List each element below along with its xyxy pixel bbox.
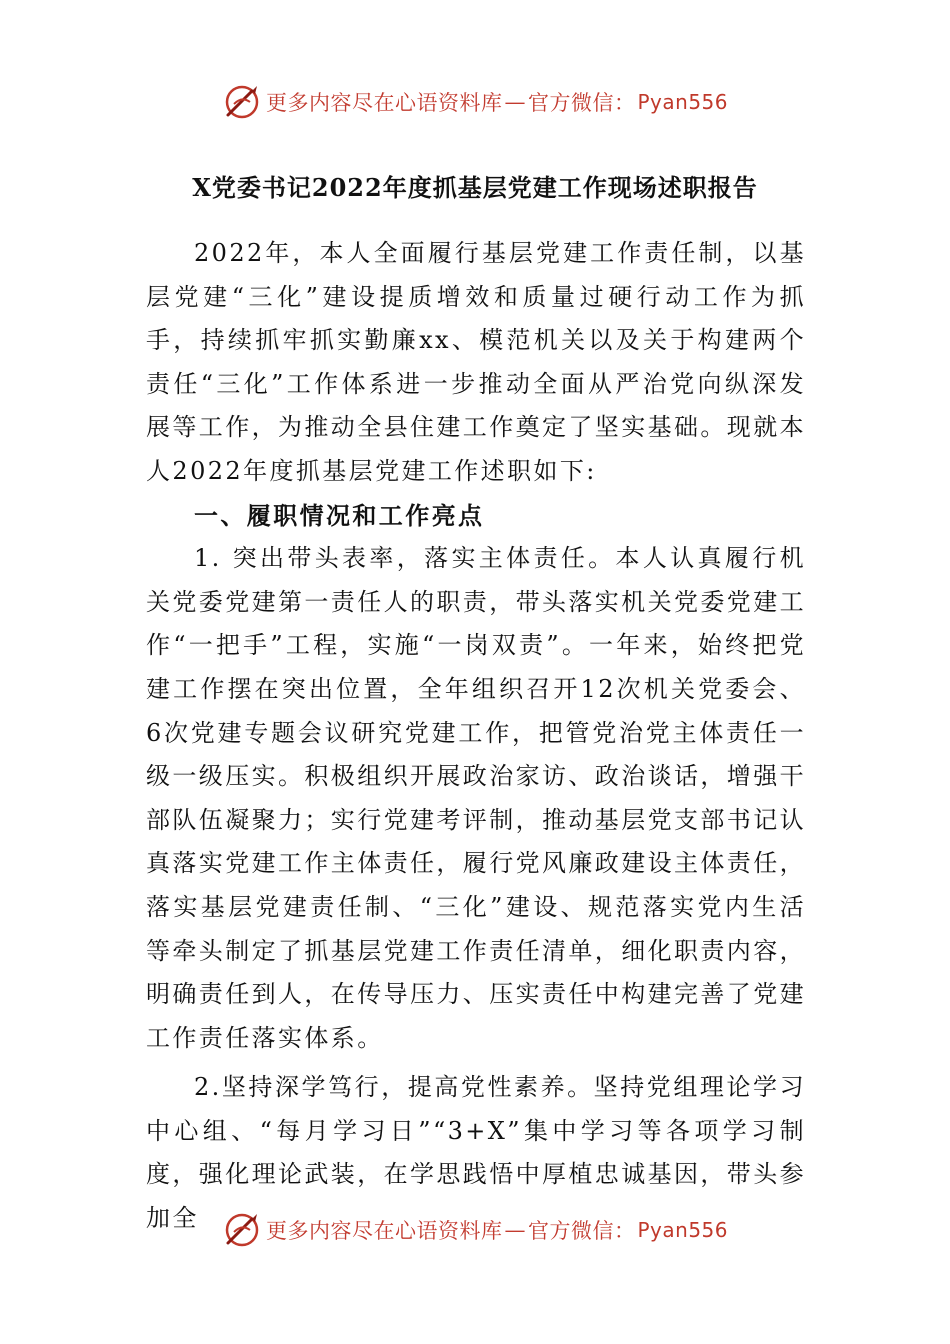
paragraph-intro: 2022年，本人全面履行基层党建工作责任制，以基层党建“三化”建设提质增效和质量过硬行动工作为抓手，持续抓牢抓实勤廉xx、模范机关以及关于构建两个责任“三化”工作体系进一步推动全面从严治党向纵深发展等工作，为推动全县住建工作奠定了坚实基础。现就本人2022年度抓基层党建工作述职如下: xyxy=(146,239,806,485)
paragraph-item-1: 1. 突出带头表率，落实主体责任。本人认真履行机关党委党建第一责任人的职责，带头落实机关党委党建工作“一把手”工程，实施“一岗双责”。一年来，始终把党建工作摆在突出位置，全年组织召开12次机关党委会、6次党建专题会议研究党建工作，把管党治党主体责任一级一级压实。积极组织开展政治家访、政治谈话，增强干部队伍凝聚力；实行党建考评制，推动基层党支部书记认真落实党建工作主体责任，履行党风廉政建设主体责任，落实基层党建责任制、“三化”建设、规范落实党内生活等牵头制定了抓基层党建工作责任清单，细化职责内容，明确责任到人，在传导压力、压实责任中构建完善了党建工作责任落实体系。 xyxy=(146,544,806,1052)
watermark-dash: — xyxy=(504,1218,526,1242)
watermark-wechat-id: Pyan556 xyxy=(637,90,728,114)
paragraph-item-2: 2.坚持深学笃行，提高党性素养。坚持党组理论学习中心组、“每月学习日”“3+X”集中学习等各项学习制度，强化理论武装，在学思践悟中厚植忠诚基因，带头参加全 xyxy=(146,1073,806,1233)
watermark-banner-bottom xyxy=(0,1210,950,1250)
section-heading: 一、履职情况和工作亮点 xyxy=(194,500,485,530)
watermark-site-text: 更多内容尽在心语资料库 xyxy=(265,91,503,115)
pen-logo-icon xyxy=(222,82,262,122)
document-title: X党委书记2022年度抓基层党建工作现场述职报告 xyxy=(192,173,758,202)
watermark-wechat-label: 官方微信： xyxy=(527,91,636,115)
watermark-banner-top xyxy=(0,82,950,122)
document-body xyxy=(146,232,806,1241)
watermark-site-text: 更多内容尽在心语资料库 xyxy=(265,1219,503,1243)
watermark-wechat-id: Pyan556 xyxy=(637,1218,728,1242)
pen-logo-icon xyxy=(222,1210,262,1250)
watermark-dash: — xyxy=(504,90,526,114)
watermark-wechat-label: 官方微信： xyxy=(527,1219,636,1243)
